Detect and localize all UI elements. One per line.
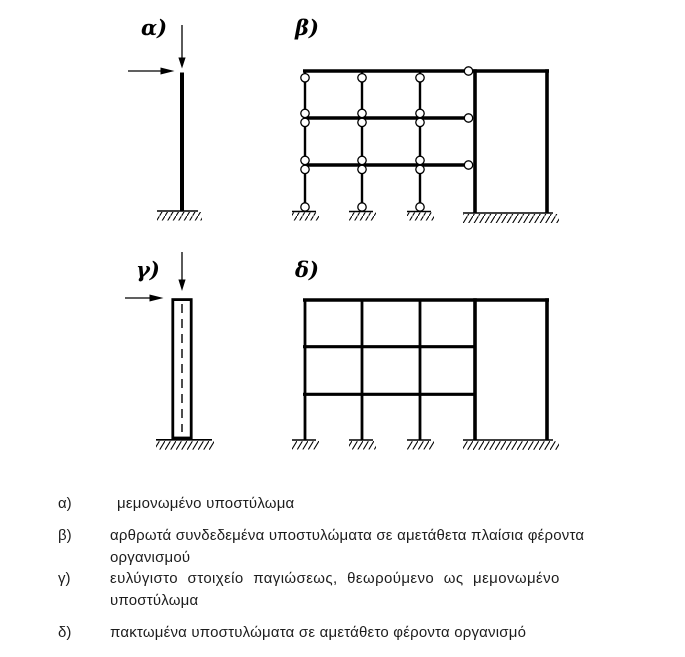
hinge: [464, 67, 472, 75]
horizontal-load-arrow: [128, 68, 175, 75]
figure-beta-hinged-frame: [292, 67, 559, 223]
legend-line: οργανισμού: [110, 549, 191, 566]
legend-line: μεμονωμένο υποστύλωμα: [117, 495, 295, 512]
legend-key: δ): [58, 624, 72, 641]
wall-foundation: [463, 440, 559, 450]
hinge: [358, 203, 366, 211]
legend-item-beta: [58, 525, 672, 569]
figure-alpha-isolated-column: [128, 25, 202, 221]
ground-support: [407, 212, 434, 221]
figure-label-delta: δ): [295, 257, 319, 282]
vertical-load-arrow: [178, 25, 185, 69]
wall-foundation: [463, 213, 559, 223]
hinge: [301, 165, 309, 173]
legend-text: [110, 622, 672, 644]
hinge: [358, 165, 366, 173]
vertical-load-arrow: [178, 252, 185, 291]
hinge: [301, 74, 309, 82]
hinge: [416, 109, 424, 117]
ground-support: [349, 440, 376, 450]
hinge: [416, 203, 424, 211]
legend-item-alpha: [58, 493, 679, 515]
legend-item-gamma: [58, 568, 672, 612]
ground-support: [349, 212, 376, 221]
legend-item-delta: [58, 622, 672, 644]
hinge: [416, 156, 424, 164]
figure-label-alpha: α): [141, 15, 168, 40]
figure-delta-fixed-frame: [292, 298, 559, 450]
hinge: [358, 156, 366, 164]
legend-line: πακτωμένα υποστυλώματα σε αμετάθετο φέροντα οργανισμό: [110, 624, 527, 641]
figure-label-beta: β): [295, 15, 319, 40]
hinge: [464, 114, 472, 122]
hinge: [358, 109, 366, 117]
legend-text: [110, 568, 672, 612]
legend-key: α): [58, 495, 72, 512]
horizontal-load-arrow: [125, 295, 164, 302]
hinge: [301, 109, 309, 117]
hinge: [301, 118, 309, 126]
hinge: [416, 165, 424, 173]
legend-text: [110, 525, 672, 569]
ground-support: [407, 440, 434, 450]
ground-support: [292, 212, 319, 221]
legend-text: [110, 493, 679, 515]
hinge: [301, 203, 309, 211]
ground-support: [156, 440, 214, 450]
ground-support: [157, 211, 202, 221]
legend-key: β): [58, 527, 72, 544]
hinge: [464, 161, 472, 169]
hinge: [416, 118, 424, 126]
hinge: [358, 74, 366, 82]
hinge: [301, 156, 309, 164]
legend-line: υποστύλωμα: [110, 592, 199, 609]
legend-line: αρθρωτά συνδεδεμένα υποστυλώματα σε αμετάθετα πλαίσια φέροντα: [110, 527, 585, 544]
hinge-circles: [301, 67, 473, 211]
hinge: [358, 118, 366, 126]
hinge: [416, 74, 424, 82]
legend-key: γ): [58, 570, 71, 587]
ground-support: [292, 440, 319, 450]
legend: [0, 480, 685, 657]
legend-line: ευλύγιστο στοιχείο παγιώσεως, θεωρούμενο ως μεμονωμένο: [110, 570, 560, 587]
figure-label-gamma: γ): [136, 257, 160, 282]
